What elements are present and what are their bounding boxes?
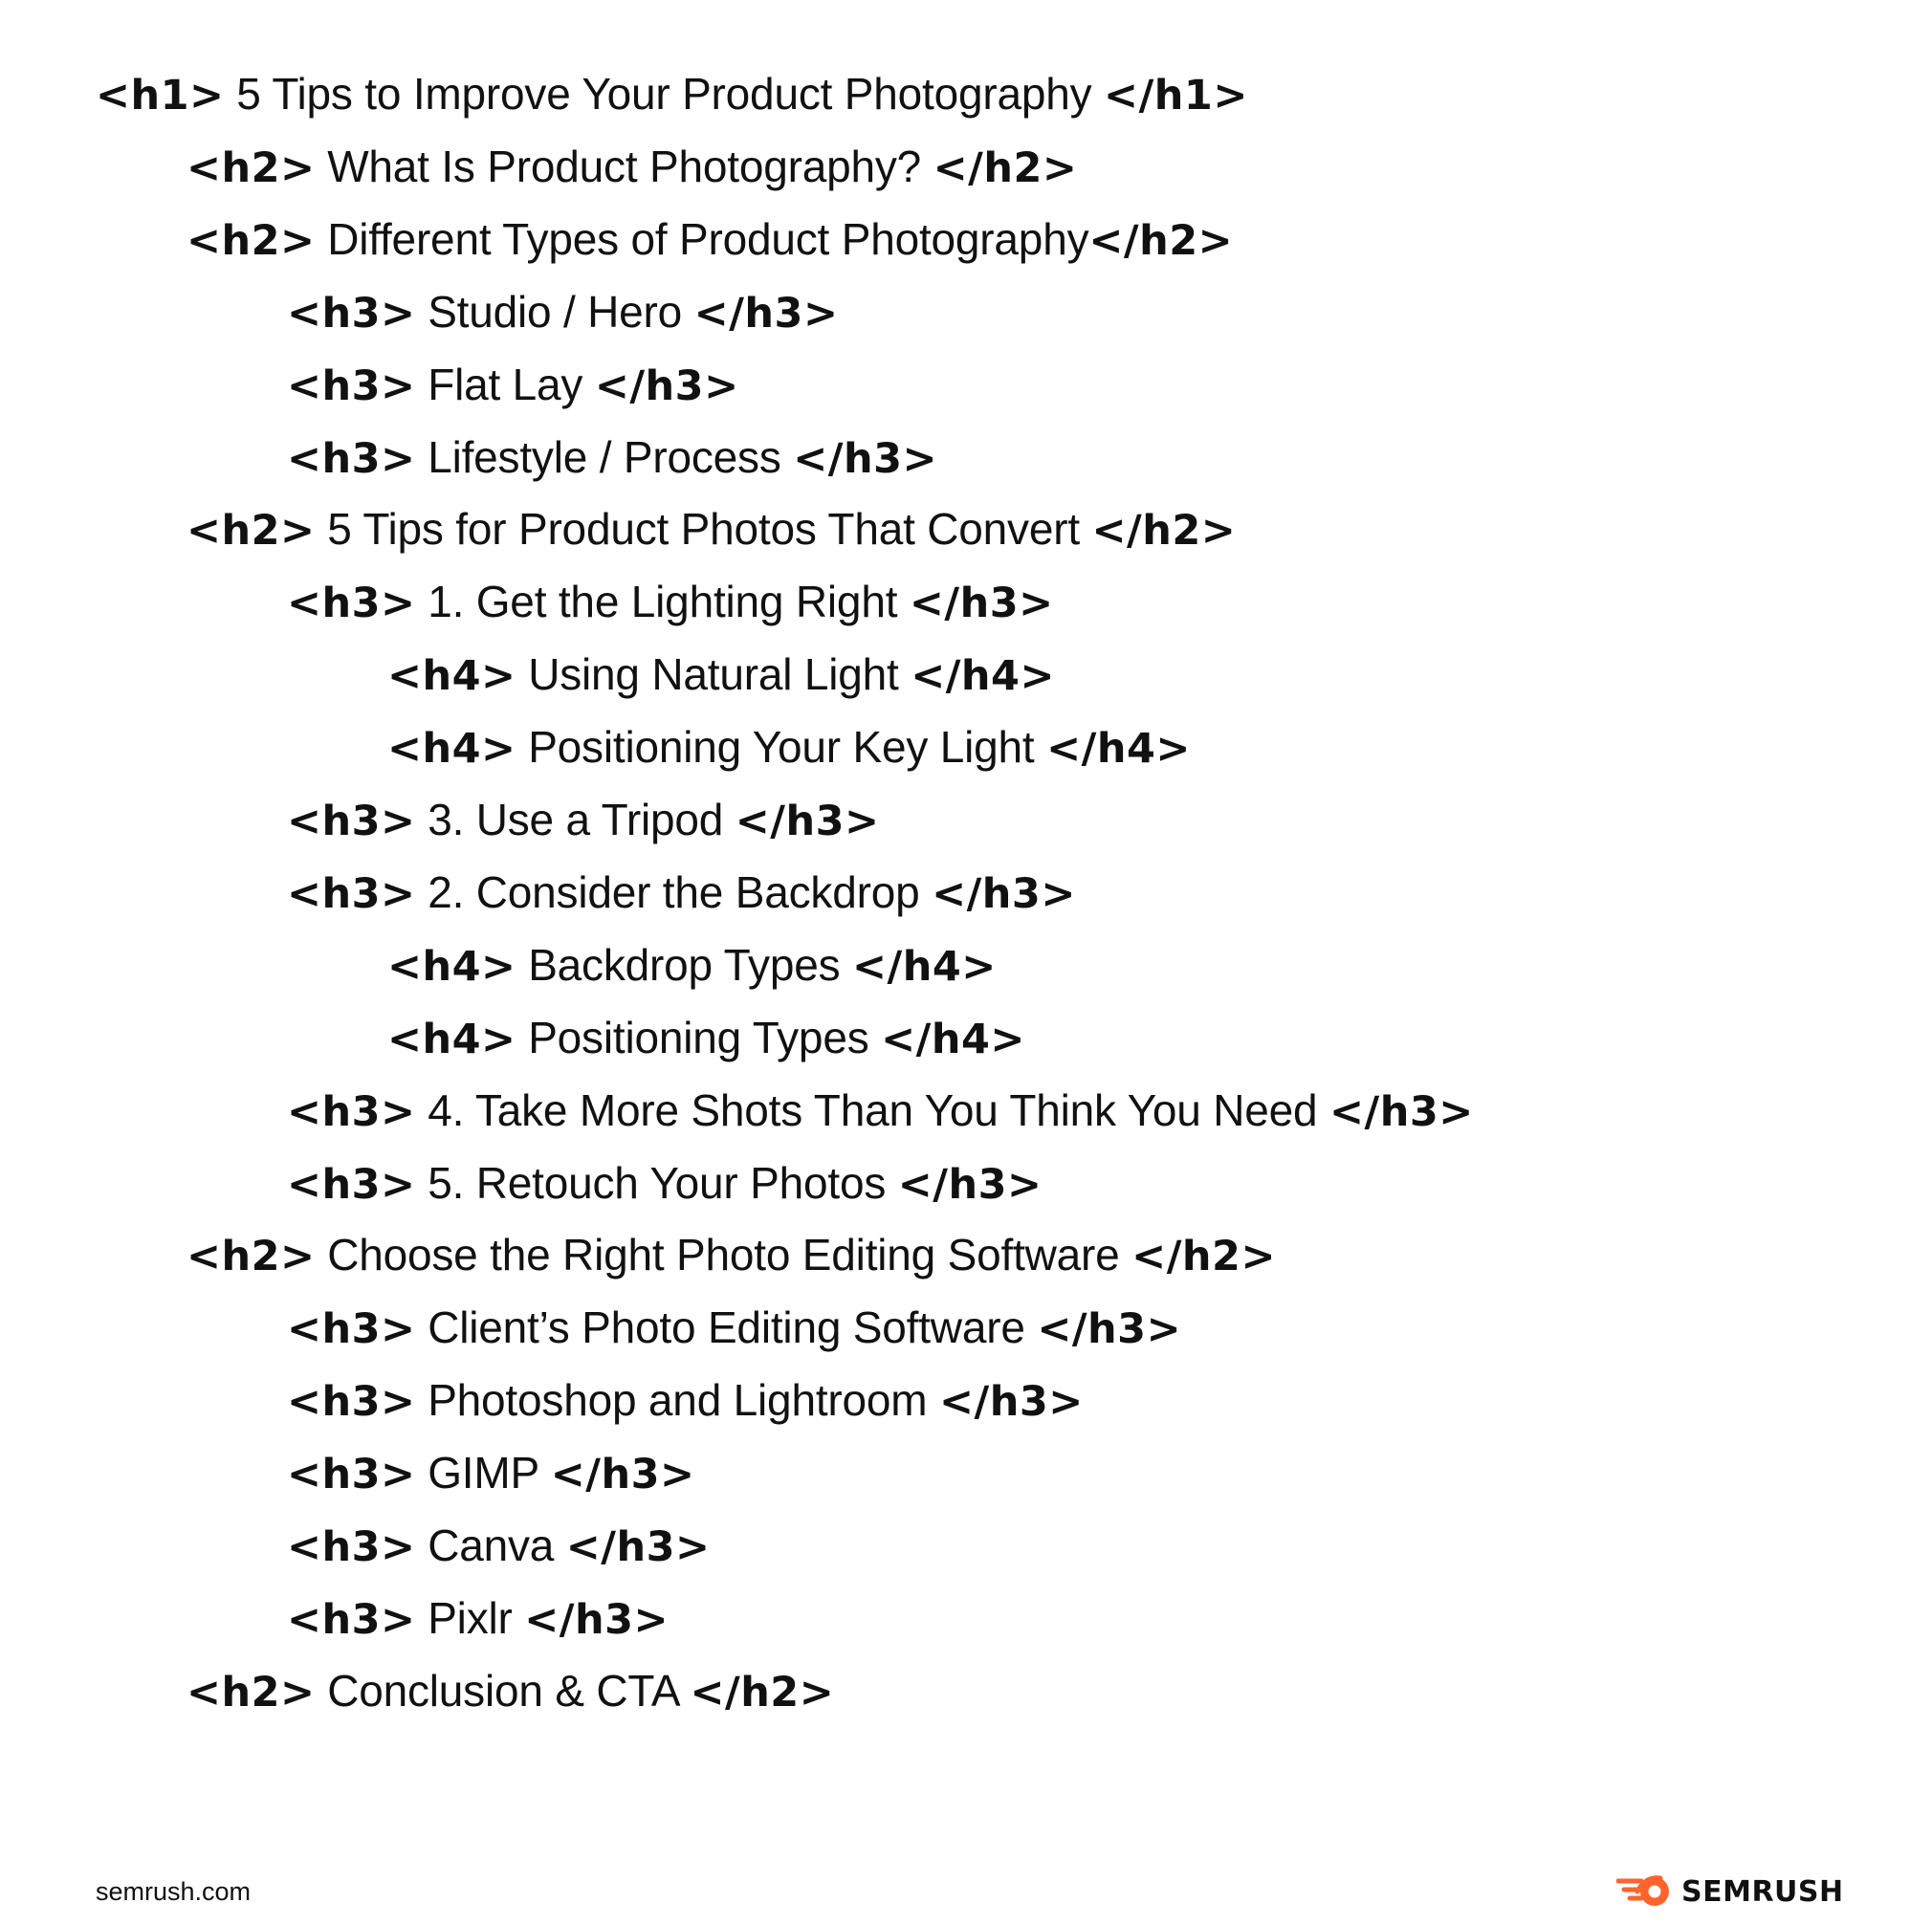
heading-text: Flat Lay bbox=[428, 359, 583, 409]
close-tag: </h3> bbox=[693, 289, 839, 338]
footer-url: semrush.com bbox=[96, 1877, 252, 1906]
heading-text: What Is Product Photography? bbox=[327, 141, 922, 191]
outline-row-h2 bbox=[187, 492, 1236, 565]
heading-text: Photoshop and Lightroom bbox=[428, 1375, 928, 1426]
close-tag: </h3> bbox=[897, 1160, 1043, 1209]
close-tag: </h3> bbox=[594, 361, 739, 410]
open-tag: <h2> bbox=[187, 216, 316, 265]
semrush-logo-icon bbox=[1616, 1873, 1674, 1910]
outline-row-h3 bbox=[287, 856, 1076, 929]
semrush-brand bbox=[1616, 1870, 1844, 1914]
close-tag: </h3> bbox=[939, 1378, 1084, 1427]
heading-text: 4. Take More Shots Than You Think You Need bbox=[428, 1084, 1318, 1135]
heading-text: 5 Tips to Improve Your Product Photography bbox=[236, 69, 1092, 119]
open-tag: <h2> bbox=[187, 1233, 316, 1281]
open-tag: <h3> bbox=[287, 1451, 416, 1499]
open-tag: <h4> bbox=[387, 1015, 516, 1063]
open-tag: <h3> bbox=[287, 869, 416, 918]
open-tag: <h4> bbox=[387, 652, 516, 701]
open-tag: <h3> bbox=[287, 798, 416, 845]
close-tag: </h3> bbox=[565, 1523, 711, 1571]
open-tag: <h1> bbox=[96, 72, 225, 120]
close-tag: </h1> bbox=[1104, 72, 1248, 120]
heading-text: Canva bbox=[428, 1520, 555, 1570]
heading-text: Lifestyle / Process bbox=[428, 431, 781, 482]
close-tag: </h4> bbox=[911, 652, 1055, 701]
open-tag: <h3> bbox=[287, 580, 416, 628]
close-tag: </h3> bbox=[932, 869, 1076, 918]
close-tag: </h2> bbox=[1088, 216, 1234, 265]
outline-row-h3 bbox=[287, 783, 880, 856]
open-tag: <h2> bbox=[187, 1668, 316, 1717]
heading-text: Studio / Hero bbox=[428, 286, 683, 337]
close-tag: </h2> bbox=[1131, 1233, 1276, 1281]
open-tag: <h3> bbox=[287, 1160, 416, 1209]
outline-row-h3 bbox=[287, 1074, 1474, 1147]
close-tag: </h3> bbox=[550, 1451, 695, 1499]
outline-row-h2 bbox=[187, 1218, 1276, 1291]
heading-text: Client’s Photo Editing Software bbox=[428, 1302, 1025, 1353]
open-tag: <h3> bbox=[287, 289, 416, 338]
heading-text: Using Natural Light bbox=[528, 649, 899, 700]
close-tag: </h4> bbox=[881, 1015, 1025, 1063]
outline-row-h2 bbox=[187, 1654, 834, 1727]
open-tag: <h4> bbox=[387, 725, 516, 774]
outline-row-h4 bbox=[387, 1001, 1025, 1074]
outline-row-h3 bbox=[287, 275, 838, 348]
open-tag: <h2> bbox=[187, 143, 316, 192]
outline-row-h3 bbox=[287, 348, 739, 421]
outline-row-h1 bbox=[96, 57, 1248, 130]
heading-text: 5. Retouch Your Photos bbox=[428, 1157, 887, 1208]
close-tag: </h3> bbox=[1328, 1087, 1474, 1136]
close-tag: </h2> bbox=[933, 143, 1078, 192]
outline-row-h3 bbox=[287, 1291, 1181, 1364]
close-tag: </h2> bbox=[1091, 507, 1237, 556]
close-tag: </h3> bbox=[793, 434, 938, 483]
outline-row-h3 bbox=[287, 1436, 695, 1509]
heading-text: 5 Tips for Product Photos That Convert bbox=[327, 504, 1080, 555]
close-tag: </h3> bbox=[1037, 1305, 1182, 1354]
outline-row-h2 bbox=[187, 203, 1233, 275]
outline-row-h3 bbox=[287, 565, 1054, 638]
outline-row-h3 bbox=[287, 1582, 669, 1654]
outline-row-h4 bbox=[387, 711, 1191, 783]
open-tag: <h3> bbox=[287, 1305, 416, 1354]
outline-row-h3 bbox=[287, 1509, 711, 1582]
heading-text: Positioning Types bbox=[528, 1012, 869, 1062]
heading-text: Backdrop Types bbox=[528, 939, 841, 990]
close-tag: </h4> bbox=[1046, 725, 1191, 774]
outline-row-h2 bbox=[187, 130, 1077, 203]
open-tag: <h3> bbox=[287, 1378, 416, 1427]
outline-row-h4 bbox=[387, 638, 1055, 711]
close-tag: </h3> bbox=[524, 1595, 670, 1644]
heading-text: 1. Get the Lighting Right bbox=[428, 577, 898, 627]
heading-text: Choose the Right Photo Editing Software bbox=[327, 1230, 1120, 1280]
heading-text: 3. Use a Tripod bbox=[428, 795, 724, 844]
close-tag: </h2> bbox=[690, 1668, 835, 1717]
outline-row-h4 bbox=[387, 929, 997, 1001]
open-tag: <h3> bbox=[287, 434, 416, 483]
open-tag: <h3> bbox=[287, 1087, 416, 1136]
close-tag: </h3> bbox=[909, 580, 1054, 628]
outline-row-h3 bbox=[287, 1364, 1084, 1436]
open-tag: <h3> bbox=[287, 1523, 416, 1571]
outline-row-h3 bbox=[287, 1147, 1043, 1219]
heading-text: 2. Consider the Backdrop bbox=[428, 866, 920, 917]
heading-text: GIMP bbox=[428, 1448, 539, 1498]
heading-text: Pixlr bbox=[428, 1592, 513, 1643]
open-tag: <h4> bbox=[387, 942, 516, 991]
heading-text: Different Types of Product Photography bbox=[327, 213, 1089, 264]
close-tag: </h3> bbox=[735, 798, 880, 845]
close-tag: </h4> bbox=[852, 942, 997, 991]
heading-text: Conclusion & CTA bbox=[327, 1665, 678, 1716]
open-tag: <h2> bbox=[187, 507, 316, 556]
heading-text: Positioning Your Key Light bbox=[528, 722, 1035, 773]
brand-name: SEMRUSH bbox=[1681, 1874, 1844, 1909]
outline-row-h3 bbox=[287, 421, 937, 493]
open-tag: <h3> bbox=[287, 1595, 416, 1644]
open-tag: <h3> bbox=[287, 361, 416, 410]
